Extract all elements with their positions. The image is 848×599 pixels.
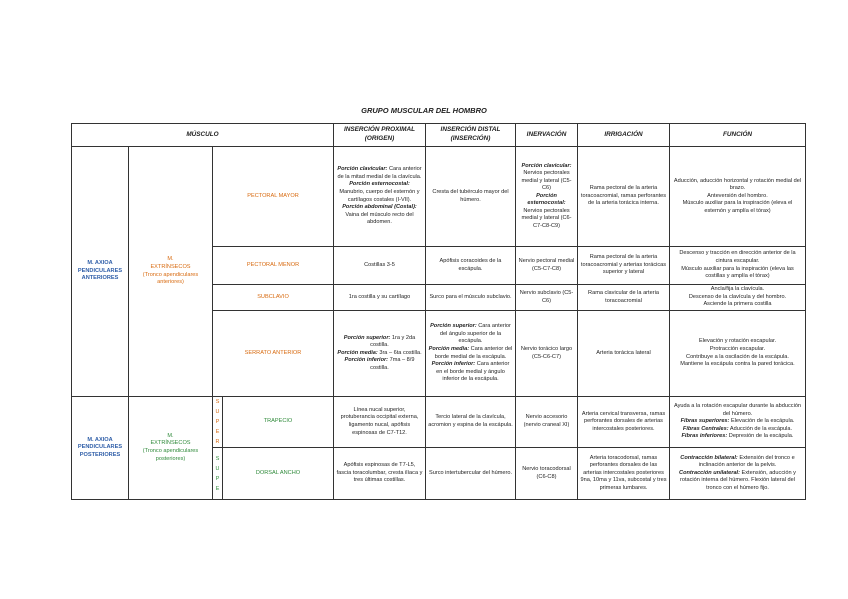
cell-funcion: Descenso y tracción en dirección anterior de la cintura escapular. Músculo auxiliar para la inspiración (eleva las costillas y amplía el tórax) — [670, 247, 806, 285]
cell-irrigacion: Arteria torácica lateral — [578, 311, 670, 397]
cell-irrigacion: Arteria toracodorsal, ramas perforantes dorsales de las arterias intercostales posteriores 9na, 10ma y 11va, subcostal y tres primeras lumbares. — [578, 448, 670, 500]
header-funcion: FUNCIÓN — [670, 124, 806, 147]
cell-irrigacion: Arteria cervical transversa, ramas perforantes dorsales de arterias intercostales posteriores. — [578, 397, 670, 448]
cell-funcion: Aducción, aducción horizontal y rotación medial del brazo. Anteversión del hombro. Músculo auxiliar para la inspiración (eleva el esternón y amplía el tórax) — [670, 147, 806, 247]
cell-proximal: Porción clavicular: Cara anterior de la mitad medial de la clavícula. Porción esternocostal: Manubrio, cuerpo del esternón y cartílagos costales (I-VII). Porción abdominal (Costal): Vaina del músculo recto del abdomen. — [334, 147, 426, 247]
cell-proximal: Costillas 3-5 — [334, 247, 426, 285]
cell-inervacion: Nervio pectoral medial (C5-C7-C8) — [516, 247, 578, 285]
cell-inervacion: Nervio toracodorsal (C6-C8) — [516, 448, 578, 500]
header-irrigacion: IRRIGACIÓN — [578, 124, 670, 147]
cell-funcion: Ayuda a la rotación escapular durante la abducción del húmero. Fibras superiores: Elevación de la escápula. Fibras Centrales: Aducción de la escápula. Fibras inferiores: Depresión de la escápula. — [670, 397, 806, 448]
muscle-name: PECTORAL MAYOR — [213, 147, 334, 247]
muscle-name: DORSAL ANCHO — [223, 448, 334, 500]
cell-funcion: Elevación y rotación escapular. Protracción escapular. Contribuye a la oscilación de la escápula. Mantiene la escápula contra la pared torácica. — [670, 311, 806, 397]
cell-distal: Tercio lateral de la clavícula, acromion y espina de la escápula. — [426, 397, 516, 448]
cell-proximal: Línea nucal superior, protuberancia occipital externa, ligamento nucal, apófisis espinosas de C7-T12. — [334, 397, 426, 448]
header-distal: INSERCIÓN DISTAL (INSERCIÓN) — [426, 124, 516, 147]
header-proximal: INSERCIÓN PROXIMAL (ORIGEN) — [334, 124, 426, 147]
cell-irrigacion: Rama clavicular de la arteria toracoacromial — [578, 285, 670, 311]
cell-funcion: Ancla/fija la clavícula. Descenso de la clavícula y del hombro. Asciende la primera costilla — [670, 285, 806, 311]
muscle-name: PECTORAL MENOR — [213, 247, 334, 285]
cell-distal: Surco intertubercular del húmero. — [426, 448, 516, 500]
group-anterior-name: M. AXIOA PENDICULARES ANTERIORES — [72, 147, 129, 397]
header-row — [72, 124, 806, 147]
table-row — [72, 147, 806, 247]
cell-funcion: Contracción bilateral: Extensión del tronco e inclinación anterior de la pelvis. Contracción unilateral: Extensión, aducción y rotación interna del húmero. Flexión lateral del tronco con el húmero fijo. — [670, 448, 806, 500]
group-anterior-sub: M. EXTRÍNSECOS (Tronco apendiculares anteriores) — [129, 147, 213, 397]
page-title: GRUPO MUSCULAR DEL HOMBRO — [361, 106, 487, 115]
cell-distal: Porción superior: Cara anterior del ángulo superior de la escápula. Porción media: Cara anterior del borde medial de la escápula. Porción inferior: Cara anterior en el borde medial y ángulo inferior de la escápula. — [426, 311, 516, 397]
cell-proximal: 1ra costilla y su cartílago — [334, 285, 426, 311]
group-posterior-sub: M. EXTRÍNSECOS (Tronco apendiculares posteriores) — [129, 397, 213, 500]
header-inervacion: INERVACIÓN — [516, 124, 578, 147]
cell-inervacion: Nervio subclavio (C5-C6) — [516, 285, 578, 311]
cell-distal: Cresta del tubérculo mayor del húmero. — [426, 147, 516, 247]
cell-inervacion: Nervio accesorio (nervio craneal XI) — [516, 397, 578, 448]
cell-proximal: Apófisis espinosas de T7-L5, fascia toracolumbar, cresta ilíaca y tres últimas costillas. — [334, 448, 426, 500]
muscle-table — [71, 123, 806, 500]
muscle-name: TRAPECIO — [223, 397, 334, 448]
cell-distal: Apófisis coracoides de la escápula. — [426, 247, 516, 285]
cell-irrigacion: Rama pectoral de la arteria toracoacromial y arterias torácicas superior y lateral — [578, 247, 670, 285]
header-musculo: MÚSCULO — [72, 124, 334, 147]
cell-distal: Surco para el músculo subclavio. — [426, 285, 516, 311]
vertical-label: S U P E — [213, 448, 223, 500]
vertical-label: S U P E R — [213, 397, 223, 448]
group-posterior-name: M. AXIOA PENDICULARES POSTERIORES — [72, 397, 129, 500]
muscle-name: SERRATO ANTERIOR — [213, 311, 334, 397]
cell-inervacion: Porción clavicular: Nervios pectorales medial y lateral (C5-C6) Porción esternocostal: Nervios pectorales medial y lateral (C6-C7-C8-C9) — [516, 147, 578, 247]
cell-inervacion: Nervio torácico largo (C5-C6-C7) — [516, 311, 578, 397]
cell-proximal: Porción superior: 1ra y 2da costilla. Porción media: 3ra – 6ta costilla. Porción inferior: 7ma – 8/9 costilla. — [334, 311, 426, 397]
table-row — [72, 397, 806, 448]
cell-irrigacion: Rama pectoral de la arteria toracoacromial, ramas perforantes de la arteria torácica interna. — [578, 147, 670, 247]
muscle-name: SUBCLAVIO — [213, 285, 334, 311]
